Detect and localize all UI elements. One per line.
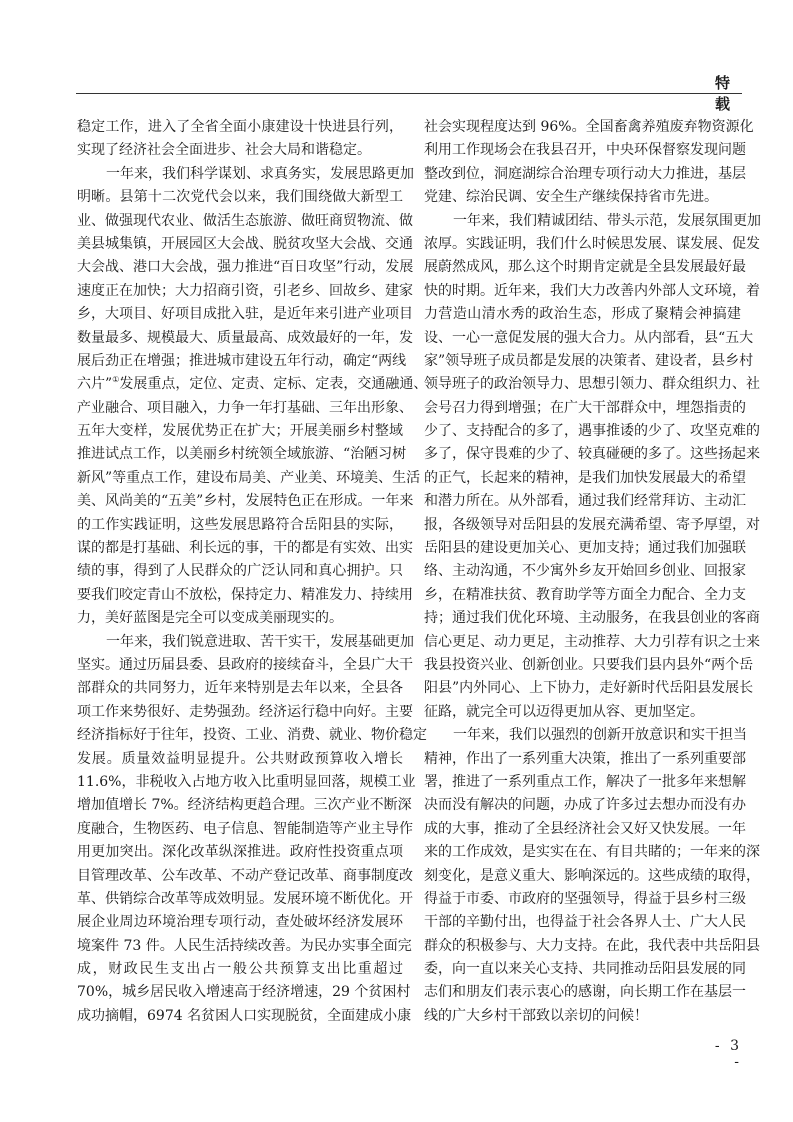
text-line: 境案件 73 件。人民生活持续改善。为民办实事全面完 (77, 937, 412, 954)
text-line: 信心更足、动力更足，主动推荐、大力引荐有识之士来 (424, 633, 760, 650)
text-line: 数量最多、规模最大、质量最高、成效最好的一年，发 (77, 329, 413, 346)
text-line: 新风”等重点工作，建设布局美、产业美、环境美、生活 (77, 469, 421, 486)
text-line: 的工作实践证明，这些发展思路符合岳阳县的实际， (77, 516, 403, 533)
text-line: 部群众的共同努力，近年来特别是去年以来，全县各 (77, 680, 403, 697)
text-line: 展蔚然成风，那么这个时期肯定就是全县发展最好最 (424, 259, 746, 276)
paragraph (77, 631, 427, 1029)
text-line: 党建、综治民调、安全生产继续保持省市先进。 (424, 189, 718, 206)
left-column (77, 116, 428, 1028)
text-line: 成的大事，推动了全县经济社会又好又快发展。一年 (424, 820, 746, 837)
text-line: 领导班子的政治领导力、思想引领力、群众组织力、社 (424, 376, 760, 393)
text-line: 精神，作出了一系列重大决策，推出了一系列重要部 (424, 750, 746, 767)
text-line: 志们和朋友们表示衷心的感谢，向长期工作在基层一 (424, 984, 746, 1001)
text-line: 经济指标好于往年，投资、工业、消费、就业、物价稳定 (77, 727, 427, 744)
text-line: 成，财政民生支出占一般公共预算支出比重超过 (77, 961, 403, 978)
text-line: 得益于市委、市政府的坚强领导，得益于县乡村三级 (424, 890, 746, 907)
text-line: 群众的积极参与、大力支持。在此，我代表中共岳阳县 (424, 937, 760, 954)
text-line: 快的时期。近年来，我们大力改善内外部人文环境，着 (424, 282, 760, 299)
text-line: 整改到位，洞庭湖综合治理专项行动大力推进，基层 (424, 165, 746, 182)
text-line: 产业融合、项目融入，力争一年打基础、三年出形象、 (77, 399, 413, 416)
text-line: 少了、支持配合的多了，遇事推诿的少了、攻坚克难的 (424, 423, 760, 440)
text-line: 70%，城乡居民收入增速高于经济增速，29 个贫困村 (77, 984, 411, 1001)
text-line: 征路，就完全可以迈得更加从容、更加坚定。 (424, 703, 704, 720)
page-number: - 3 - (714, 1038, 742, 1070)
text-line: 坚实。通过历届县委、县政府的接续奋斗，全县广大干 (77, 656, 413, 673)
text-line: 五年大变样，发展优势正在扩大；开展美丽乡村整域 (77, 423, 403, 440)
section-title: 特载 (714, 74, 742, 113)
text-line: 明晰。县第十二次党代会以来，我们围绕做大新型工 (77, 189, 403, 206)
right-column (424, 116, 761, 1028)
text-line: 社会实现程度达到 96%。全国畜禽养殖废弃物资源化 (424, 119, 754, 135)
paragraph (424, 210, 761, 725)
text-line: 乡，大项目、好项目成批入驻，是近年来引进产业项目 (77, 306, 413, 323)
text-line: 的正气，长起来的精神，是我们加快发展最大的希望 (424, 469, 746, 486)
text-line: 实现了经济社会全面进步、社会大局和谐稳定。 (77, 142, 371, 159)
text-line: 线的广大乡村干部致以亲切的问候！ (424, 1007, 648, 1024)
text-line: 谋的都是打基础、利长远的事，干的都是有实效、出实 (77, 540, 413, 557)
text-line: 设、一心一意促发展的强大合力。从内部看，县“五大 (424, 329, 754, 346)
text-line: 络、主动沟通，不少寓外乡友开始回乡创业、回报家 (424, 563, 746, 580)
text-line: 要我们咬定青山不放松，保持定力、精准发力、持续用 (77, 586, 413, 603)
text-line: 多了，保守畏难的少了、较真碰硬的多了。这些扬起来 (424, 446, 760, 463)
text-line: 展后劲正在增强；推进城市建设五年行动，确定“两线 (77, 352, 407, 369)
text-line: 会号召力得到增强；在广大干部群众中，埋怨指责的 (424, 399, 746, 416)
text-line: 度融合，生物医药、电子信息、智能制造等产业主导作 (77, 820, 413, 837)
text-line: 家”领导班子成员都是发展的决策者、建设者，县乡村 (424, 352, 754, 369)
footnote-marker: ① (112, 375, 120, 385)
text-line: 稳定工作，进入了全省全面小康建设十快进县行列， (77, 119, 403, 135)
text-line: 持；通过我们优化环境、主动服务，在我县创业的客商 (424, 610, 760, 627)
text-line: 利用工作现场会在我县召开，中央环保督察发现问题 (424, 142, 746, 159)
text-line: 报，各级领导对岳阳县的发展充满希望、寄予厚望，对 (424, 516, 760, 533)
text-line: 增加值增长 7%。经济结构更趋合理。三次产业不断深 (77, 797, 412, 814)
text-line: 成功摘帽，6974 名贫困人口实现脱贫，全面建成小康 (77, 1007, 412, 1024)
text-line: 发展。质量效益明显提升。公共财政预算收入增长 (77, 750, 403, 767)
text-line: 业、做强现代农业、做活生态旅游、做旺商贸物流、做 (77, 212, 413, 229)
text-line: 力，美好蓝图是完全可以变成美丽现实的。 (77, 610, 343, 627)
text-line: 干部的辛勤付出，也得益于社会各界人士、广大人民 (424, 914, 746, 931)
text-line: 目管理改革、公车改革、不动产登记改革、商事制度改 (77, 867, 413, 884)
header-rule (76, 93, 742, 94)
text-line: 推进试点工作，以美丽乡村统领全域旅游、“治陋习树 (77, 446, 407, 463)
text-line: 我县投资兴业、创新创业。只要我们县内县外“两个岳 (424, 656, 754, 673)
paragraph (77, 163, 428, 631)
text-segment: 发展重点，定位、定责、定标、定表，交通融通、 (119, 376, 428, 393)
text-line: 美县城集镇，开展园区大会战、脱贫攻坚大会战、交通 (77, 235, 413, 252)
text-line: 美、风尚美的“五美”乡村，发展特色正在形成。一年来 (77, 493, 414, 510)
text-line: 署，推进了一系列重点工作，解决了一批多年来想解 (424, 773, 746, 790)
text-line: 革、供销综合改革等成效明显。发展环境不断优化。开 (77, 890, 413, 907)
text-line: 速度正在加快；大力招商引资，引老乡、回故乡、建家 (77, 282, 413, 299)
text-line: 大会战、港口大会战，强力推进“百日攻坚”行动，发展 (77, 259, 414, 276)
text-line: 乡，在精准扶贫、教育助学等方面全力配合、全力支 (424, 586, 746, 603)
text-line: 阳县”内外同心、上下协力，走好新时代岳阳县发展长 (424, 680, 754, 697)
text-line: 来的工作成效，是实实在在、有目共睹的；一年来的深 (424, 844, 760, 861)
text-line: 岳阳县的建设更加关心、更加支持；通过我们加强联 (424, 540, 746, 557)
text-line: 刻变化，是意义重大、影响深远的。这些成绩的取得， (424, 867, 760, 884)
text-line: 项工作来势很好、走势强劲。经济运行稳中向好。主要 (77, 703, 413, 720)
text-line: 委，向一直以来关心支持、共同推动岳阳县发展的同 (424, 961, 746, 978)
text-line: 一年来，我们科学谋划、求真务实，发展思路更加 (106, 165, 414, 182)
paragraph (424, 116, 754, 210)
text-line: 用更加突出。深化改革纵深推进。政府性投资重点项 (77, 844, 403, 861)
text-line: 决而没有解决的问题，办成了许多过去想办而没有办 (424, 797, 746, 814)
text-line: 一年来，我们以强烈的创新开放意识和实干担当 (453, 727, 747, 744)
paragraph (77, 116, 403, 163)
text-line: 11.6%，非税收入占地方收入比重明显回落，规模工业 (77, 773, 416, 790)
text-line (77, 373, 428, 396)
text-line: 绩的事，得到了人民群众的广泛认同和真心拥护。只 (77, 563, 403, 580)
paragraph (424, 724, 760, 1028)
text-segment: 六片” (77, 376, 113, 393)
text-line: 力营造山清水秀的政治生态，形成了聚精会神搞建 (424, 306, 741, 323)
text-line: 展企业周边环境治理专项行动，查处破坏经济发展环 (77, 914, 403, 931)
text-line: 一年来，我们精诚团结、带头示范，发展氛围更加 (453, 212, 761, 229)
text-line: 和潜力所在。从外部看，通过我们经常拜访、主动汇 (424, 493, 746, 510)
text-line: 一年来，我们锐意进取、苦干实干，发展基础更加 (106, 633, 414, 650)
text-line: 浓厚。实践证明，我们什么时候思发展、谋发展、促发 (424, 235, 760, 252)
